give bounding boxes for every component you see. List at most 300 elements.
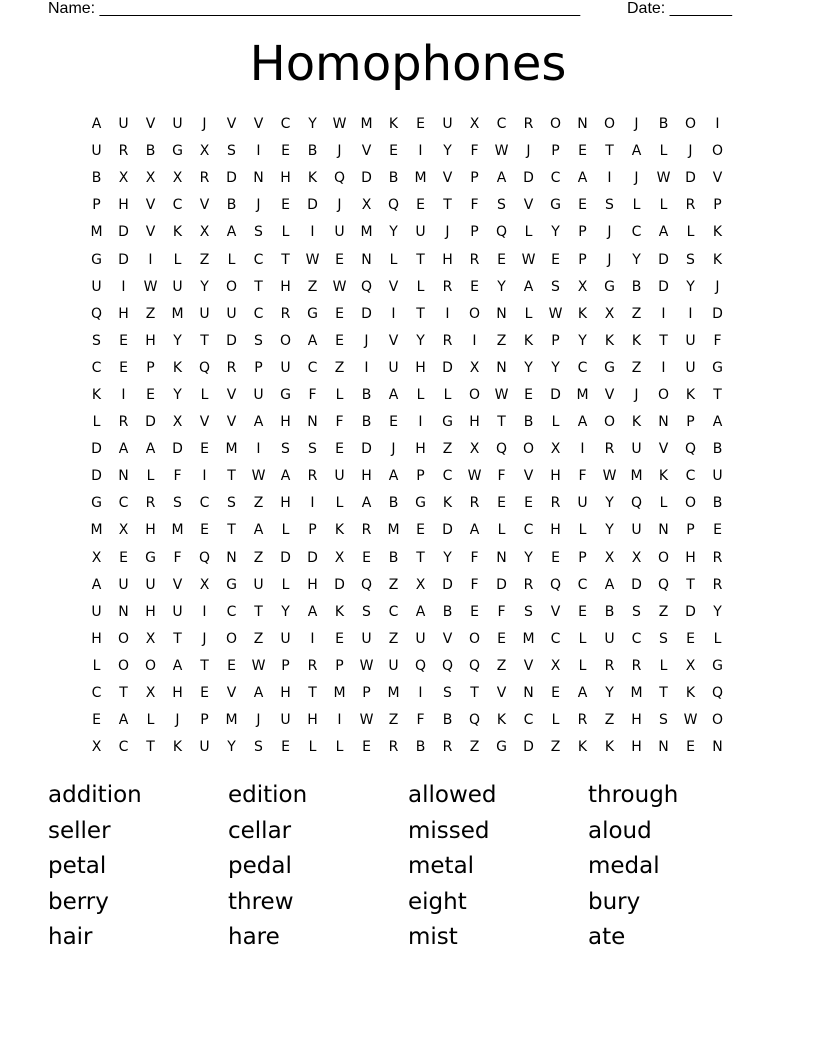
grid-letter[interactable]: P — [335, 657, 344, 674]
grid-letter[interactable]: K — [712, 224, 723, 241]
grid-letter[interactable]: L — [146, 712, 155, 729]
grid-letter[interactable]: B — [388, 549, 399, 566]
name-field[interactable]: Name: ______________________________________________________ — [48, 0, 581, 17]
grid-letter[interactable]: N — [496, 549, 507, 566]
grid-letter[interactable]: V — [145, 197, 156, 214]
date-field[interactable]: Date: _______ — [627, 0, 732, 17]
grid-letter[interactable]: M — [171, 522, 184, 539]
grid-letter[interactable]: H — [415, 359, 426, 376]
grid-letter[interactable]: X — [361, 197, 372, 214]
grid-letter[interactable]: J — [634, 116, 639, 133]
grid-letter[interactable]: R — [523, 116, 534, 133]
grid-letter[interactable]: K — [91, 386, 102, 403]
grid-letter[interactable]: I — [580, 441, 585, 458]
grid-letter[interactable]: C — [199, 495, 210, 512]
grid-letter[interactable]: E — [389, 414, 398, 431]
grid-letter[interactable]: R — [577, 712, 588, 729]
grid-letter[interactable]: S — [632, 603, 641, 620]
grid-letter[interactable]: U — [253, 576, 264, 593]
grid-letter[interactable]: P — [200, 712, 209, 729]
grid-letter[interactable]: S — [281, 441, 290, 458]
grid-letter[interactable]: Q — [387, 197, 400, 214]
grid-letter[interactable]: R — [442, 332, 453, 349]
grid-letter[interactable]: L — [578, 630, 587, 647]
grid-letter[interactable]: J — [256, 712, 261, 729]
grid-letter[interactable]: I — [607, 170, 612, 187]
grid-letter[interactable]: U — [280, 712, 291, 729]
grid-letter[interactable]: O — [684, 495, 697, 512]
grid-letter[interactable]: L — [578, 657, 587, 674]
grid-letter[interactable]: D — [658, 251, 669, 268]
grid-letter[interactable]: K — [172, 739, 183, 756]
grid-letter[interactable]: X — [469, 116, 480, 133]
grid-letter[interactable]: T — [416, 305, 425, 322]
grid-letter[interactable]: E — [200, 522, 209, 539]
grid-letter[interactable]: C — [91, 685, 102, 702]
grid-letter[interactable]: U — [388, 359, 399, 376]
grid-letter[interactable]: E — [335, 630, 344, 647]
grid-letter[interactable]: T — [659, 685, 668, 702]
grid-letter[interactable]: A — [712, 414, 723, 431]
grid-letter[interactable]: Z — [550, 739, 561, 756]
grid-letter[interactable]: W — [548, 305, 563, 322]
grid-letter[interactable]: H — [415, 441, 426, 458]
grid-letter[interactable]: B — [91, 170, 102, 187]
grid-letter[interactable]: L — [578, 522, 587, 539]
grid-letter[interactable]: Q — [549, 576, 562, 593]
grid-letter[interactable]: I — [391, 305, 396, 322]
grid-letter[interactable]: Q — [198, 359, 211, 376]
grid-letter[interactable]: C — [550, 630, 561, 647]
grid-letter[interactable]: L — [281, 576, 290, 593]
grid-letter[interactable]: J — [688, 143, 693, 160]
grid-letter[interactable]: K — [496, 712, 507, 729]
grid-letter[interactable]: R — [631, 657, 642, 674]
grid-letter[interactable]: V — [199, 414, 210, 431]
grid-letter[interactable]: M — [414, 170, 427, 187]
grid-letter[interactable]: B — [523, 414, 534, 431]
grid-letter[interactable]: K — [334, 603, 345, 620]
grid-letter[interactable]: H — [145, 603, 156, 620]
grid-letter[interactable]: D — [442, 576, 453, 593]
grid-letter[interactable]: L — [227, 251, 236, 268]
grid-letter[interactable]: M — [522, 630, 535, 647]
grid-letter[interactable]: X — [172, 414, 183, 431]
grid-letter[interactable]: E — [416, 116, 425, 133]
grid-letter[interactable]: Z — [253, 495, 264, 512]
grid-letter[interactable]: C — [577, 576, 588, 593]
grid-letter[interactable]: W — [359, 657, 374, 674]
grid-letter[interactable]: Q — [711, 685, 724, 702]
grid-letter[interactable]: H — [469, 414, 480, 431]
grid-letter[interactable]: A — [415, 603, 426, 620]
grid-letter[interactable]: S — [254, 332, 263, 349]
grid-letter[interactable]: Z — [388, 576, 399, 593]
grid-letter[interactable]: X — [550, 657, 561, 674]
grid-letter[interactable]: E — [416, 197, 425, 214]
grid-letter[interactable]: G — [91, 495, 102, 512]
grid-letter[interactable]: B — [442, 712, 453, 729]
grid-letter[interactable]: A — [253, 522, 264, 539]
grid-letter[interactable]: D — [334, 576, 345, 593]
grid-letter[interactable]: L — [389, 251, 398, 268]
grid-letter[interactable]: X — [199, 143, 210, 160]
grid-letter[interactable]: W — [467, 468, 482, 485]
grid-letter[interactable]: Q — [414, 657, 427, 674]
grid-letter[interactable]: I — [121, 386, 126, 403]
grid-letter[interactable]: H — [307, 576, 318, 593]
grid-letter[interactable]: X — [604, 305, 615, 322]
grid-letter[interactable]: W — [251, 657, 266, 674]
grid-letter[interactable]: V — [226, 685, 237, 702]
grid-letter[interactable]: U — [172, 278, 183, 295]
grid-letter[interactable]: L — [551, 414, 560, 431]
grid-letter[interactable]: N — [496, 359, 507, 376]
grid-letter[interactable]: W — [494, 386, 509, 403]
grid-letter[interactable]: Z — [307, 278, 318, 295]
grid-letter[interactable]: Y — [497, 278, 506, 295]
grid-letter[interactable]: H — [118, 197, 129, 214]
grid-letter[interactable]: U — [577, 495, 588, 512]
grid-letter[interactable]: I — [715, 116, 720, 133]
grid-letter[interactable]: S — [659, 630, 668, 647]
grid-letter[interactable]: X — [199, 576, 210, 593]
grid-letter[interactable]: R — [307, 657, 318, 674]
grid-letter[interactable]: Y — [443, 549, 452, 566]
grid-letter[interactable]: R — [550, 495, 561, 512]
grid-letter[interactable]: K — [685, 685, 696, 702]
grid-letter[interactable]: X — [145, 170, 156, 187]
grid-letter[interactable]: U — [712, 468, 723, 485]
grid-letter[interactable]: V — [145, 224, 156, 241]
grid-letter[interactable]: V — [361, 143, 372, 160]
grid-letter[interactable]: X — [685, 657, 696, 674]
grid-letter[interactable]: X — [550, 441, 561, 458]
grid-letter[interactable]: D — [523, 739, 534, 756]
grid-letter[interactable]: M — [360, 224, 373, 241]
grid-letter[interactable]: P — [578, 251, 587, 268]
grid-letter[interactable]: T — [443, 197, 452, 214]
grid-letter[interactable]: E — [470, 603, 479, 620]
grid-letter[interactable]: Y — [227, 739, 236, 756]
grid-letter[interactable]: N — [226, 549, 237, 566]
grid-letter[interactable]: T — [713, 386, 722, 403]
grid-letter[interactable]: T — [470, 685, 479, 702]
grid-letter[interactable]: D — [118, 224, 129, 241]
grid-letter[interactable]: A — [145, 441, 156, 458]
grid-letter[interactable]: D — [91, 468, 102, 485]
grid-letter[interactable]: N — [577, 116, 588, 133]
grid-letter[interactable]: E — [578, 197, 587, 214]
grid-letter[interactable]: N — [253, 170, 264, 187]
grid-letter[interactable]: O — [711, 143, 724, 160]
grid-letter[interactable]: E — [335, 251, 344, 268]
grid-letter[interactable]: F — [416, 712, 425, 729]
grid-letter[interactable]: T — [281, 251, 290, 268]
grid-letter[interactable]: S — [308, 441, 317, 458]
grid-letter[interactable]: V — [145, 116, 156, 133]
grid-letter[interactable]: Y — [173, 332, 182, 349]
grid-letter[interactable]: U — [631, 522, 642, 539]
grid-letter[interactable]: W — [332, 278, 347, 295]
grid-letter[interactable]: G — [604, 278, 615, 295]
grid-letter[interactable]: H — [550, 468, 561, 485]
grid-letter[interactable]: F — [470, 143, 479, 160]
grid-letter[interactable]: L — [416, 278, 425, 295]
grid-letter[interactable]: D — [118, 251, 129, 268]
grid-letter[interactable]: T — [605, 143, 614, 160]
grid-letter[interactable]: F — [173, 468, 182, 485]
grid-letter[interactable]: E — [119, 332, 128, 349]
grid-letter[interactable]: M — [90, 522, 103, 539]
grid-letter[interactable]: I — [688, 305, 693, 322]
grid-letter[interactable]: E — [281, 739, 290, 756]
grid-letter[interactable]: G — [415, 495, 426, 512]
grid-letter[interactable]: V — [604, 386, 615, 403]
grid-letter[interactable]: E — [497, 495, 506, 512]
grid-letter[interactable]: L — [524, 224, 533, 241]
grid-letter[interactable]: I — [418, 414, 423, 431]
grid-letter[interactable]: D — [685, 603, 696, 620]
grid-letter[interactable]: O — [711, 712, 724, 729]
grid-letter[interactable]: K — [685, 386, 696, 403]
grid-letter[interactable]: S — [227, 495, 236, 512]
grid-letter[interactable]: R — [442, 278, 453, 295]
grid-letter[interactable]: A — [631, 143, 642, 160]
grid-letter[interactable]: K — [604, 739, 615, 756]
grid-letter[interactable]: J — [202, 630, 207, 647]
grid-letter[interactable]: K — [631, 414, 642, 431]
grid-letter[interactable]: A — [226, 224, 237, 241]
grid-letter[interactable]: Q — [360, 576, 373, 593]
grid-letter[interactable]: H — [442, 251, 453, 268]
grid-letter[interactable]: Z — [631, 305, 642, 322]
grid-letter[interactable]: S — [362, 603, 371, 620]
grid-letter[interactable]: U — [334, 468, 345, 485]
grid-letter[interactable]: R — [523, 576, 534, 593]
grid-letter[interactable]: B — [361, 414, 372, 431]
grid-letter[interactable]: U — [91, 603, 102, 620]
grid-letter[interactable]: A — [253, 414, 264, 431]
grid-letter[interactable]: F — [308, 386, 317, 403]
grid-letter[interactable]: U — [145, 576, 156, 593]
grid-letter[interactable]: O — [279, 332, 292, 349]
grid-letter[interactable]: I — [445, 305, 450, 322]
grid-letter[interactable]: D — [442, 359, 453, 376]
grid-letter[interactable]: F — [497, 603, 506, 620]
grid-letter[interactable]: C — [280, 116, 291, 133]
grid-letter[interactable]: O — [549, 116, 562, 133]
grid-letter[interactable]: P — [92, 197, 101, 214]
grid-letter[interactable]: S — [227, 143, 236, 160]
grid-letter[interactable]: A — [361, 495, 372, 512]
grid-letter[interactable]: F — [335, 414, 344, 431]
grid-letter[interactable]: P — [551, 143, 560, 160]
grid-letter[interactable]: Y — [173, 386, 182, 403]
grid-letter[interactable]: S — [254, 224, 263, 241]
grid-letter[interactable]: A — [172, 657, 183, 674]
grid-letter[interactable]: I — [256, 441, 261, 458]
grid-letter[interactable]: R — [712, 549, 723, 566]
grid-letter[interactable]: C — [118, 495, 129, 512]
grid-letter[interactable]: D — [631, 576, 642, 593]
grid-letter[interactable]: H — [145, 522, 156, 539]
grid-letter[interactable]: Y — [686, 278, 695, 295]
grid-letter[interactable]: J — [445, 224, 450, 241]
grid-letter[interactable]: U — [280, 359, 291, 376]
grid-letter[interactable]: G — [226, 576, 237, 593]
grid-letter[interactable]: B — [712, 495, 723, 512]
grid-letter[interactable]: D — [361, 305, 372, 322]
grid-letter[interactable]: H — [280, 278, 291, 295]
grid-letter[interactable]: V — [172, 576, 183, 593]
grid-letter[interactable]: M — [576, 386, 589, 403]
grid-letter[interactable]: S — [605, 197, 614, 214]
grid-letter[interactable]: I — [418, 143, 423, 160]
grid-letter[interactable]: H — [172, 685, 183, 702]
grid-letter[interactable]: X — [469, 359, 480, 376]
grid-letter[interactable]: V — [388, 332, 399, 349]
grid-letter[interactable]: M — [171, 305, 184, 322]
grid-letter[interactable]: U — [685, 359, 696, 376]
grid-letter[interactable]: R — [442, 739, 453, 756]
grid-letter[interactable]: K — [172, 224, 183, 241]
grid-letter[interactable]: W — [332, 116, 347, 133]
grid-letter[interactable]: E — [146, 386, 155, 403]
grid-letter[interactable]: L — [281, 224, 290, 241]
grid-letter[interactable]: B — [631, 278, 642, 295]
grid-letter[interactable]: J — [391, 441, 396, 458]
grid-letter[interactable]: C — [550, 170, 561, 187]
grid-letter[interactable]: Q — [90, 305, 103, 322]
grid-letter[interactable]: E — [551, 549, 560, 566]
grid-letter[interactable]: A — [388, 386, 399, 403]
grid-letter[interactable]: D — [307, 197, 318, 214]
grid-letter[interactable]: U — [118, 576, 129, 593]
grid-letter[interactable]: V — [523, 197, 534, 214]
grid-letter[interactable]: U — [118, 116, 129, 133]
grid-letter[interactable]: U — [388, 657, 399, 674]
grid-letter[interactable]: J — [715, 278, 720, 295]
grid-letter[interactable]: L — [686, 224, 695, 241]
grid-letter[interactable]: Z — [253, 549, 264, 566]
grid-letter[interactable]: Y — [551, 359, 560, 376]
grid-letter[interactable]: E — [362, 549, 371, 566]
grid-letter[interactable]: T — [416, 549, 425, 566]
grid-letter[interactable]: I — [310, 495, 315, 512]
grid-letter[interactable]: O — [657, 386, 670, 403]
grid-letter[interactable]: E — [335, 305, 344, 322]
grid-letter[interactable]: X — [199, 224, 210, 241]
grid-letter[interactable]: R — [469, 251, 480, 268]
grid-letter[interactable]: S — [254, 739, 263, 756]
grid-letter[interactable]: E — [281, 143, 290, 160]
grid-letter[interactable]: N — [496, 305, 507, 322]
grid-letter[interactable]: L — [92, 414, 101, 431]
grid-letter[interactable]: D — [91, 441, 102, 458]
grid-letter[interactable]: W — [143, 278, 158, 295]
grid-letter[interactable]: I — [121, 278, 126, 295]
grid-letter[interactable]: O — [225, 630, 238, 647]
grid-letter[interactable]: K — [631, 332, 642, 349]
grid-letter[interactable]: Y — [605, 685, 614, 702]
grid-letter[interactable]: T — [173, 630, 182, 647]
grid-letter[interactable]: S — [497, 197, 506, 214]
grid-letter[interactable]: L — [659, 657, 668, 674]
grid-letter[interactable]: Y — [551, 224, 560, 241]
grid-letter[interactable]: F — [470, 549, 479, 566]
grid-letter[interactable]: P — [578, 224, 587, 241]
grid-letter[interactable]: V — [253, 116, 264, 133]
grid-letter[interactable]: A — [496, 170, 507, 187]
grid-letter[interactable]: V — [496, 685, 507, 702]
grid-letter[interactable]: H — [685, 549, 696, 566]
grid-letter[interactable]: T — [497, 414, 506, 431]
grid-letter[interactable]: P — [578, 549, 587, 566]
grid-letter[interactable]: X — [172, 170, 183, 187]
grid-letter[interactable]: O — [117, 657, 130, 674]
grid-letter[interactable]: N — [118, 603, 129, 620]
grid-letter[interactable]: Y — [578, 332, 587, 349]
grid-letter[interactable]: E — [578, 143, 587, 160]
grid-letter[interactable]: H — [631, 739, 642, 756]
grid-letter[interactable]: Y — [416, 332, 425, 349]
grid-letter[interactable]: R — [604, 657, 615, 674]
grid-letter[interactable]: L — [92, 657, 101, 674]
grid-letter[interactable]: U — [415, 224, 426, 241]
grid-letter[interactable]: D — [145, 414, 156, 431]
grid-letter[interactable]: F — [713, 332, 722, 349]
grid-letter[interactable]: S — [551, 278, 560, 295]
grid-letter[interactable]: P — [686, 522, 695, 539]
grid-letter[interactable]: W — [305, 251, 320, 268]
grid-letter[interactable]: Q — [468, 657, 481, 674]
grid-letter[interactable]: T — [146, 739, 155, 756]
grid-letter[interactable]: R — [469, 495, 480, 512]
grid-letter[interactable]: D — [712, 305, 723, 322]
grid-letter[interactable]: G — [280, 386, 291, 403]
grid-letter[interactable]: F — [578, 468, 587, 485]
grid-letter[interactable]: G — [604, 359, 615, 376]
grid-letter[interactable]: J — [337, 197, 342, 214]
grid-letter[interactable]: O — [117, 630, 130, 647]
grid-letter[interactable]: K — [307, 170, 318, 187]
grid-letter[interactable]: L — [335, 386, 344, 403]
grid-letter[interactable]: K — [577, 305, 588, 322]
grid-letter[interactable]: R — [226, 359, 237, 376]
grid-letter[interactable]: X — [469, 441, 480, 458]
grid-letter[interactable]: P — [470, 224, 479, 241]
grid-letter[interactable]: T — [200, 332, 209, 349]
grid-letter[interactable]: T — [227, 522, 236, 539]
grid-letter[interactable]: K — [658, 468, 669, 485]
grid-letter[interactable]: R — [307, 468, 318, 485]
grid-letter[interactable]: V — [550, 603, 561, 620]
grid-letter[interactable]: Q — [495, 441, 508, 458]
grid-letter[interactable]: Z — [199, 251, 210, 268]
grid-letter[interactable]: F — [470, 576, 479, 593]
grid-letter[interactable]: U — [199, 305, 210, 322]
grid-letter[interactable]: G — [91, 251, 102, 268]
grid-letter[interactable]: N — [307, 414, 318, 431]
grid-letter[interactable]: C — [523, 522, 534, 539]
grid-letter[interactable]: R — [199, 170, 210, 187]
grid-letter[interactable]: C — [253, 305, 264, 322]
grid-letter[interactable]: X — [118, 522, 129, 539]
grid-letter[interactable]: J — [607, 224, 612, 241]
grid-letter[interactable]: E — [227, 657, 236, 674]
grid-letter[interactable]: L — [281, 522, 290, 539]
